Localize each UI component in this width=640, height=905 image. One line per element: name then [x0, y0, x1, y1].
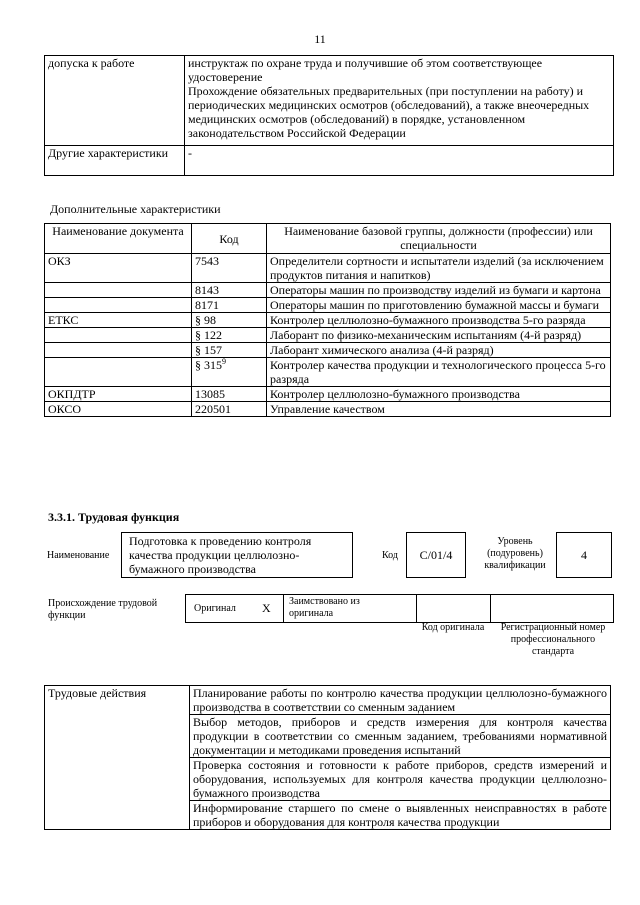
function-heading: 3.3.1. Трудовая функция [48, 510, 180, 524]
doc-cell [45, 343, 192, 358]
col-header: Наименование документа [45, 224, 192, 254]
action-item: Планирование работы по контролю качества продукции целлюлозно-бумажного производства в соответствии со сменным заданием [190, 686, 611, 715]
table-row [45, 254, 611, 283]
name-cell: Операторы машин по производству изделий из бумаги и картона [267, 283, 611, 298]
code-cell: 7543 [192, 254, 267, 283]
borrowed-label: Заимствовано из оригинала [289, 596, 360, 619]
doc-cell: ОКПДТР [45, 387, 192, 402]
code-cell: 220501 [192, 402, 267, 417]
divider [490, 595, 491, 622]
table-row [45, 298, 611, 313]
row-label: допуска к работе [45, 56, 185, 146]
doc-cell [45, 298, 192, 313]
doc-cell [45, 328, 192, 343]
doc-cell: ОКЗ [45, 254, 192, 283]
doc-cell [45, 358, 192, 387]
reg-number-label: Регистрационный номер профессионального стандарта [500, 622, 606, 657]
table-row [45, 387, 611, 402]
additional-table [44, 223, 611, 417]
action-item: Проверка состояния и готовности к работе приборов, средств измерений и оборудования, используемых для контроля качества продукции целлюлозно-бумажного производства [190, 758, 611, 801]
name-cell: Лаборант по физико-механическим испытаниям (4-й разряд) [267, 328, 611, 343]
name-cell: Контролер качества продукции и технологического процесса 5-го разряда [267, 358, 611, 387]
divider [283, 595, 284, 622]
divider [416, 595, 417, 622]
code-original-label: Код оригинала [421, 622, 485, 633]
name-cell: Операторы машин по приготовлению бумажной массы и бумаги [267, 298, 611, 313]
table-row [45, 313, 611, 328]
table-row [45, 56, 614, 146]
origin-table [185, 594, 614, 623]
table-row [45, 402, 611, 417]
section-title: Дополнительные характеристики [50, 202, 221, 216]
doc-cell: ЕТКС [45, 313, 192, 328]
code-cell: 8171 [192, 298, 267, 313]
code-cell: § 157 [192, 343, 267, 358]
doc-cell [45, 283, 192, 298]
action-item: Выбор методов, приборов и средств измерения для контроля качества продукции в соответствии со сменным заданием, требованиями нормативной документации и методиками проведения испытаний [190, 715, 611, 758]
table-row [45, 358, 611, 387]
table-row [45, 686, 611, 715]
col-header: Код [192, 224, 267, 254]
code-text: § 315 [195, 358, 222, 372]
name-cell: Управление качеством [267, 402, 611, 417]
function-code-box: C/01/4 [406, 532, 466, 578]
table-row [45, 328, 611, 343]
row-label: Другие характеристики [45, 146, 185, 176]
name-cell: Контролер целлюлозно-бумажного производства [267, 387, 611, 402]
col-header: Наименование базовой группы, должности (профессии) или специальности [267, 224, 611, 254]
name-label: Наименование [47, 550, 110, 561]
code-cell: 13085 [192, 387, 267, 402]
page-number: 11 [314, 32, 326, 46]
code-cell: 8143 [192, 283, 267, 298]
code-cell: § 122 [192, 328, 267, 343]
original-mark: X [262, 601, 271, 615]
code-cell: § 98 [192, 313, 267, 328]
table-row [45, 283, 611, 298]
level-label: Уровень (подуровень) квалификации [484, 536, 546, 571]
table-row [45, 146, 614, 176]
top-table [44, 55, 614, 176]
origin-label: Происхождение трудовой функции [48, 598, 158, 621]
action-item: Информирование старшего по смене о выявленных неисправностях в работе приборов и оборудования для контроля качества продукции [190, 801, 611, 830]
name-cell: Лаборант химического анализа (4-й разряд) [267, 343, 611, 358]
doc-cell: ОКСО [45, 402, 192, 417]
name-cell: Контролер целлюлозно-бумажного производства 5-го разряда [267, 313, 611, 328]
row-text: инструктаж по охране труда и получившие об этом соответствующее удостоверение Прохождение обязательных предварительных (при поступлении на работу) и периодических медицинских осмотров (обследований), а также внеочередных медицинских осмотров (обследований) в порядке, установленном законодательством Российской Федерации [185, 56, 614, 146]
actions-label: Трудовые действия [45, 686, 190, 830]
code-label: Код [382, 550, 398, 561]
actions-table [44, 685, 611, 830]
table-row [45, 343, 611, 358]
table-header-row [45, 224, 611, 254]
name-cell: Определители сортности и испытатели изделий (за исключением продуктов питания и напитков) [267, 254, 611, 283]
footnote-mark: 9 [222, 357, 226, 366]
function-name-box: Подготовка к проведению контроля качества продукции целлюлозно-бумажного производства [121, 532, 353, 578]
code-cell [192, 358, 267, 387]
row-text: - [185, 146, 614, 176]
level-value-box: 4 [556, 532, 612, 578]
original-label: Оригинал [194, 603, 236, 614]
